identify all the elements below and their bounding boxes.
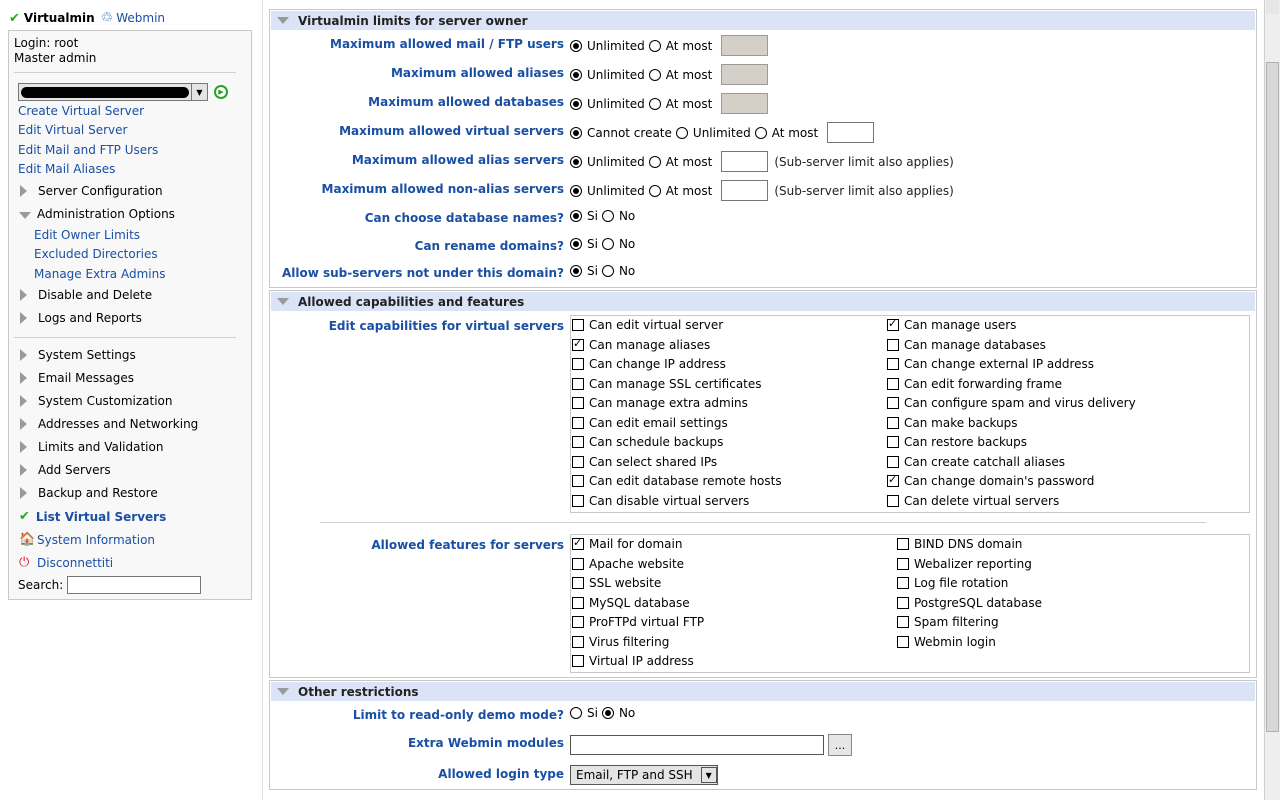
checkbox-option[interactable] (572, 318, 723, 332)
scrollbar-thumb[interactable] (1266, 62, 1279, 732)
main-content (262, 0, 1264, 800)
chevron-down-icon[interactable]: ▼ (701, 767, 717, 783)
checkbox[interactable] (887, 456, 899, 468)
row-rename (270, 235, 1256, 259)
checkbox-option[interactable] (572, 474, 782, 488)
checkbox-label: Can create catchall aliases (904, 454, 1066, 469)
radio-at-most[interactable]: At most (649, 155, 715, 169)
checkbox-option[interactable] (887, 435, 1027, 449)
radio-at-most[interactable]: At most (649, 68, 715, 82)
checkbox-option[interactable] (887, 474, 1094, 488)
checkbox[interactable] (887, 378, 899, 390)
expand-icon (20, 349, 27, 361)
row-demo-mode (270, 704, 1256, 728)
checkbox-option[interactable] (572, 596, 690, 610)
category-email-messages[interactable]: Email Messages (19, 371, 134, 385)
browse-modules-button[interactable]: ... (828, 734, 852, 756)
checkbox[interactable] (887, 436, 899, 448)
field-label: Allowed login type (438, 767, 564, 781)
checkbox[interactable] (887, 319, 899, 331)
radio-at-most[interactable]: At most (649, 39, 715, 53)
checkbox[interactable] (572, 456, 584, 468)
checkbox-option[interactable] (572, 455, 717, 469)
checkbox-option[interactable] (572, 416, 728, 430)
limit-input[interactable] (721, 151, 768, 172)
expand-icon (20, 395, 27, 407)
edit-mail-ftp-users-link[interactable]: Edit Mail and FTP Users (18, 143, 159, 157)
logout-link[interactable]: ⏻ Disconnettiti (19, 555, 114, 570)
category-backup-restore[interactable]: Backup and Restore (19, 486, 158, 500)
checkbox-label: Can edit email settings (589, 415, 728, 430)
expand-icon (20, 418, 27, 430)
field-label: Maximum allowed alias servers (351, 153, 564, 167)
checkbox[interactable] (887, 475, 899, 487)
field-label: Can choose database names? (364, 211, 564, 225)
category-server-configuration[interactable]: Server Configuration (19, 184, 163, 198)
search-row (18, 576, 201, 594)
checkbox-label: Virtual IP address (589, 654, 694, 668)
search-label: Search: (18, 578, 64, 592)
manage-extra-admins-link[interactable]: Manage Extra Admins (34, 267, 166, 281)
checkbox[interactable] (887, 495, 899, 507)
field-label: Limit to read-only demo mode? (352, 708, 564, 722)
field-label: Can rename domains? (414, 239, 564, 253)
page-scrollbar[interactable] (1264, 0, 1280, 800)
checkbox-option[interactable] (887, 318, 1016, 332)
collapse-icon[interactable] (277, 17, 289, 24)
create-virtual-server-link[interactable]: Create Virtual Server (18, 104, 145, 118)
capabilities-section (269, 290, 1257, 678)
category-system-settings[interactable]: System Settings (19, 348, 136, 362)
expand-icon (20, 464, 27, 476)
radio-no[interactable]: No (602, 237, 637, 251)
checkbox-label: Can manage extra admins (589, 396, 748, 410)
checkbox-option[interactable] (887, 357, 1094, 371)
checkbox-label: Can edit virtual server (589, 318, 724, 332)
checkbox-label: Can make backups (904, 415, 1018, 430)
field-label: Maximum allowed virtual servers (339, 124, 564, 138)
checkbox-label: Webalizer reporting (914, 556, 1032, 571)
server-select[interactable] (18, 83, 208, 101)
left-frame (0, 0, 260, 800)
limit-input[interactable] (721, 180, 768, 201)
field-label: Edit capabilities for virtual servers (328, 319, 564, 333)
radio-yes[interactable]: Si (570, 264, 600, 278)
checkbox-label: Log file rotation (914, 576, 1009, 590)
checkbox-label: Can restore backups (904, 435, 1027, 449)
checkbox[interactable] (897, 558, 909, 570)
checkbox-option[interactable] (887, 338, 1046, 352)
checkbox-label: ProFTPd virtual FTP (589, 615, 705, 629)
checkbox-label: Can edit database remote hosts (589, 474, 782, 488)
checkbox[interactable] (572, 319, 584, 331)
checkbox[interactable] (572, 636, 584, 648)
checkbox-option[interactable] (572, 537, 682, 551)
category-add-servers[interactable]: Add Servers (19, 463, 111, 477)
radio-unlimited[interactable]: Unlimited (570, 184, 647, 198)
collapse-icon[interactable] (277, 298, 289, 305)
row-databases (270, 91, 1256, 115)
section-header[interactable] (271, 11, 1255, 30)
checkbox-label: Can schedule backups (589, 435, 724, 449)
features-box (570, 534, 1250, 673)
checkbox-option[interactable] (897, 557, 1032, 571)
edit-virtual-server-link[interactable]: Edit Virtual Server (18, 123, 128, 137)
checkbox[interactable] (572, 538, 584, 550)
search-input[interactable] (67, 576, 201, 594)
checkbox-label: BIND DNS domain (914, 537, 1023, 551)
row-extra-modules (270, 732, 1256, 756)
checkbox-option[interactable] (887, 455, 1065, 469)
checkbox-option[interactable] (572, 635, 669, 649)
checkbox[interactable] (572, 378, 584, 390)
checkbox-label: Can edit forwarding frame (904, 376, 1062, 391)
checkbox[interactable] (572, 577, 584, 589)
virtualmin-check-icon: ✔ (9, 10, 20, 26)
webmin-link[interactable]: Webmin (116, 11, 166, 25)
checkbox-label: Can manage SSL certificates (589, 376, 762, 391)
checkbox[interactable] (572, 558, 584, 570)
divider (14, 72, 236, 73)
limit-input[interactable] (721, 35, 768, 56)
chevron-down-icon[interactable]: ▼ (191, 84, 207, 100)
checkbox-option[interactable] (572, 435, 723, 449)
checkbox-label: Can manage users (904, 318, 1017, 332)
edit-mail-aliases-link[interactable]: Edit Mail Aliases (18, 162, 116, 176)
radio-unlimited[interactable]: Unlimited (570, 97, 647, 111)
radio-yes[interactable]: Si (570, 706, 600, 720)
power-icon: ⏻ (19, 555, 30, 570)
checkbox-label: Can change IP address (589, 357, 726, 371)
checkbox-label: Can configure spam and virus delivery (904, 396, 1136, 410)
checkbox[interactable] (572, 475, 584, 487)
checkbox-label: Spam filtering (914, 615, 999, 629)
field-label: Maximum allowed aliases (390, 66, 564, 80)
login-type-select[interactable] (570, 765, 718, 785)
row-db-names (270, 207, 1256, 231)
field-label: Allowed features for servers (371, 538, 564, 552)
redacted-server-name (21, 87, 189, 98)
login-info (14, 36, 96, 66)
expand-icon (20, 312, 27, 324)
radio-unlimited[interactable]: Unlimited (570, 68, 647, 82)
extra-modules-input[interactable] (570, 735, 824, 755)
checkbox-option[interactable] (897, 635, 996, 649)
checkbox[interactable] (572, 495, 584, 507)
radio-unlimited[interactable]: Unlimited (570, 155, 647, 169)
checkbox[interactable] (887, 417, 899, 429)
webmin-icon: ♲ (100, 10, 114, 26)
row-nonalias-servers (270, 178, 1256, 202)
checkbox[interactable] (897, 616, 909, 628)
radio-at-most[interactable]: At most (649, 184, 715, 198)
login-role: Master admin (14, 51, 97, 65)
row-mail-users (270, 33, 1256, 57)
limit-input[interactable] (721, 93, 768, 114)
category-administration-options[interactable]: Administration Options (19, 207, 175, 221)
checkbox-option[interactable] (887, 377, 1062, 391)
checkbox-option[interactable] (897, 576, 1008, 590)
checkbox-option[interactable] (897, 537, 1022, 551)
divider (14, 337, 236, 338)
divider (320, 522, 1206, 523)
category-limits-validation[interactable]: Limits and Validation (19, 440, 163, 454)
excluded-directories-link[interactable]: Excluded Directories (34, 247, 158, 261)
checkbox-label: Can change domain's password (904, 474, 1095, 488)
checkbox-label: Can select shared IPs (589, 454, 718, 469)
collapse-icon (19, 212, 31, 219)
checkbox-option[interactable] (887, 494, 1059, 508)
radio-at-most[interactable]: At most (755, 126, 821, 140)
field-label: Maximum allowed mail / FTP users (330, 37, 564, 51)
radio-yes[interactable]: Si (570, 209, 600, 223)
checkbox[interactable] (887, 397, 899, 409)
radio-no[interactable]: No (602, 706, 637, 720)
checkbox[interactable] (572, 436, 584, 448)
go-icon[interactable]: ▶ (214, 85, 228, 99)
checkbox-label: Apache website (589, 556, 685, 571)
field-label: Maximum allowed databases (368, 95, 564, 109)
expand-icon (20, 372, 27, 384)
scroll-up-arrow[interactable] (1266, 0, 1279, 14)
brand (9, 10, 165, 26)
category-disable-delete[interactable]: Disable and Delete (19, 288, 152, 302)
row-virtual-servers (270, 120, 1256, 144)
checkbox-label: Can delete virtual servers (904, 493, 1060, 508)
section-title: Allowed capabilities and features (298, 294, 525, 309)
limit-input[interactable] (827, 122, 874, 143)
navigation-panel (8, 30, 252, 600)
checkbox[interactable] (897, 577, 909, 589)
checkbox-option[interactable] (572, 576, 661, 590)
expand-icon (20, 185, 27, 197)
expand-icon (20, 441, 27, 453)
radio-yes[interactable]: Si (570, 237, 600, 251)
checkbox-option[interactable] (572, 338, 710, 352)
field-label: Extra Webmin modules (407, 736, 564, 750)
subserver-note: (Sub-server limit also applies) (774, 183, 954, 198)
section-title: Virtualmin limits for server owner (298, 13, 528, 28)
checkbox-label: PostgreSQL database (914, 595, 1042, 610)
category-addresses-networking[interactable]: Addresses and Networking (19, 417, 198, 431)
checkbox[interactable] (572, 655, 584, 667)
checkbox[interactable] (572, 397, 584, 409)
login-type-value: Email, FTP and SSH (576, 768, 693, 782)
field-label: Maximum allowed non-alias servers (321, 182, 564, 196)
list-virtual-servers-link[interactable]: ✔ List Virtual Servers (19, 509, 167, 524)
other-restrictions-section (269, 680, 1257, 790)
checkbox-option[interactable] (572, 557, 684, 571)
checkbox-option[interactable] (572, 494, 749, 508)
section-title: Other restrictions (298, 684, 419, 699)
subserver-note: (Sub-server limit also applies) (774, 154, 954, 169)
checkbox-option[interactable] (572, 357, 726, 371)
section-header[interactable] (271, 292, 1255, 311)
category-logs-reports[interactable]: Logs and Reports (19, 311, 142, 325)
checkbox-label: Can change external IP address (904, 357, 1095, 371)
checkbox[interactable] (887, 339, 899, 351)
checkbox[interactable] (897, 597, 909, 609)
limits-section (269, 9, 1257, 288)
checkbox-option[interactable] (897, 615, 999, 629)
radio-at-most[interactable]: At most (649, 97, 715, 111)
radio-no[interactable]: No (602, 209, 637, 223)
virtualmin-tab[interactable]: Virtualmin (23, 11, 95, 25)
row-alias-servers (270, 149, 1256, 173)
checkbox[interactable] (897, 538, 909, 550)
checkbox-option[interactable] (887, 396, 1136, 410)
checkbox-label: Virus filtering (589, 634, 670, 649)
row-aliases (270, 62, 1256, 86)
checkbox[interactable] (887, 358, 899, 370)
checkbox-option[interactable] (897, 596, 1042, 610)
radio-cannot-create[interactable]: Cannot create (570, 126, 674, 140)
expand-icon (20, 487, 27, 499)
field-label: Allow sub-servers not under this domain? (281, 266, 564, 280)
collapse-icon[interactable] (277, 688, 289, 695)
checkbox-label: Webmin login (914, 634, 996, 649)
home-icon: 🏠 (19, 532, 36, 547)
checkbox-option[interactable] (572, 396, 748, 410)
checkbox-label: Mail for domain (589, 537, 683, 551)
checkbox[interactable] (572, 616, 584, 628)
radio-no[interactable]: No (602, 264, 637, 278)
capabilities-box (570, 315, 1250, 513)
checkbox-label: Can disable virtual servers (589, 493, 750, 508)
checkbox-label: MySQL database (589, 595, 690, 610)
checkbox-option[interactable] (572, 377, 762, 391)
checkbox-option[interactable] (572, 654, 694, 668)
row-subservers (270, 262, 1256, 286)
checkbox[interactable] (572, 417, 584, 429)
checkbox-label: Can manage aliases (589, 337, 711, 352)
checkbox[interactable] (572, 358, 584, 370)
check-icon: ✔ (19, 509, 30, 524)
edit-owner-limits-link[interactable]: Edit Owner Limits (34, 228, 141, 242)
limit-input[interactable] (721, 64, 768, 85)
category-system-customization[interactable]: System Customization (19, 394, 173, 408)
radio-unlimited[interactable]: Unlimited (570, 39, 647, 53)
system-information-link[interactable]: 🏠 System Information (19, 532, 156, 547)
checkbox[interactable] (572, 339, 584, 351)
checkbox-option[interactable] (572, 615, 704, 629)
checkbox-option[interactable] (887, 416, 1018, 430)
checkbox-label: SSL website (589, 576, 662, 590)
checkbox-label: Can manage databases (904, 337, 1046, 352)
radio-unlimited[interactable]: Unlimited (676, 126, 753, 140)
login-user: Login: root (14, 36, 79, 50)
section-header[interactable] (271, 682, 1255, 701)
expand-icon (20, 289, 27, 301)
checkbox[interactable] (572, 597, 584, 609)
checkbox[interactable] (897, 636, 909, 648)
row-login-type (270, 763, 1256, 787)
